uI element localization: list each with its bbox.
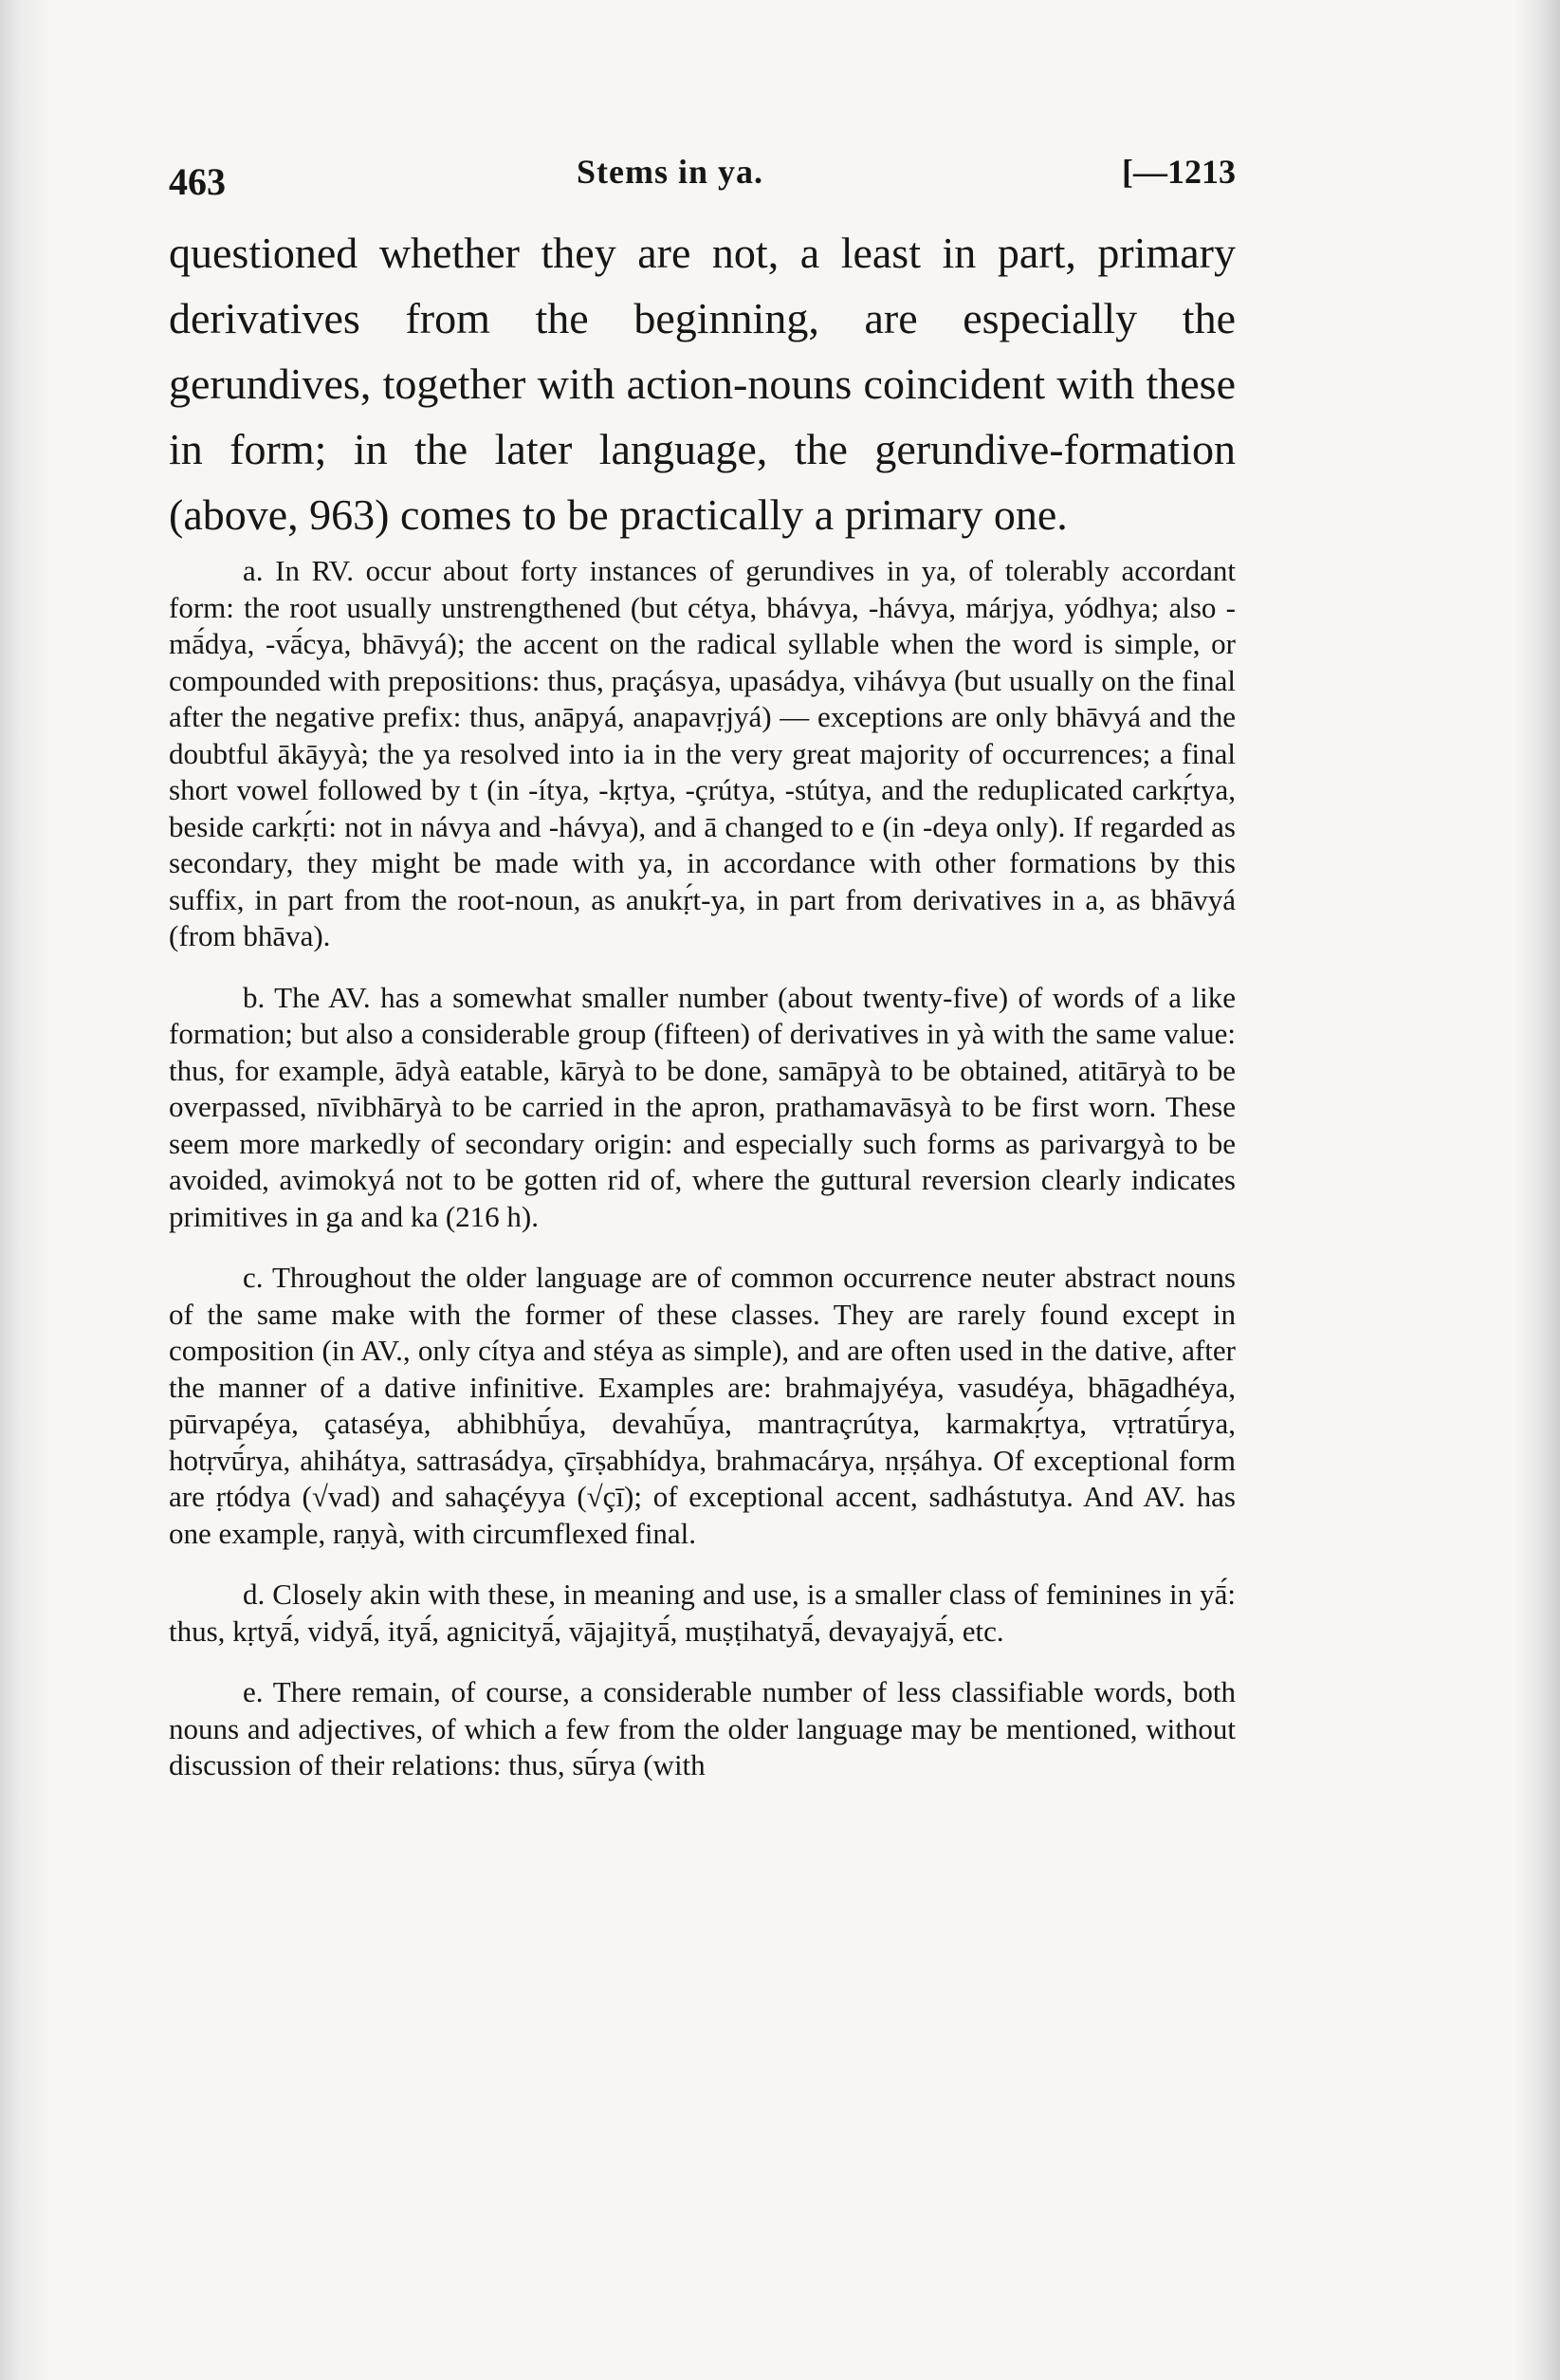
page-number: 463 xyxy=(169,160,226,203)
paragraph-b: b. The AV. has a somewhat smaller number (about twenty-five) of words of a like formation; but also a considerable group (fifteen) of derivatives in yà with the same value: thus, for example, ādyà eatable, kāryà to be done, samāpyà to be obtained, atitāryà to be overpassed, nīvibhāryà to be carried in the apron, prathamavāsyà to be first worn. These seem more markedly of secondary origin: and especially such forms as parivargyà to be avoided, avimokyá not to be gotten rid of, where the guttural reversion clearly indicates primitives in ga and ka (216 h). xyxy=(169,980,1236,1233)
page-shadow-left xyxy=(0,0,52,2380)
paragraph-c: c. Throughout the older language are of common occurrence neuter abstract nouns of the same make with the former of these classes. They are rarely found except in composition (in AV., only cítya and stéya as simple), and are often used in the dative, after the manner of a dative infinitive. Examples are: brahmajyéya, vasudéya, bhāgadhéya, pūrvapéya, çataséya, abhibhū́ya, devahū́ya, mantraçrútya, karmakṛ́tya, vṛtratū́rya, hotṛvū́rya, ahihátya, sattrasádya, çīrṣabhídya, brahmacárya, nṛṣáhya. Of exceptional form are ṛtódya (√vad) and sahaçéyya (√çī); of exceptional accent, sadhástutya. And AV. has one example, raṇyà, with circumflexed final. xyxy=(169,1261,1236,1550)
paragraph-a: a. In RV. occur about forty instances of gerundives in ya, of tolerably accordant form: the root usually unstrengthened (but cétya, bhávya, -hávya, márjya, yódhya; also -mā́dya, -vā́cya, bhāvyá); the accent on the radical syllable when the word is simple, or compounded with prepositions: thus, praçásya, upasádya, vihávya (but usually on the final after the negative prefix: thus, anāpyá, anapavṛjyá) — exceptions are only bhāvyá and the doubtful ākāyyà; the ya resolved into ia in the very great majority of occurrences; a final short vowel followed by t (in -ítya, -kṛtya, -çrútya, -stútya, and the reduplicated carkṛ́tya, beside carkṛ́ti: not in návya and -hávya), and ā changed to e (in -deya only). If regarded as secondary, they might be made with ya, in accordance with other formations by this suffix, in part from the root-noun, as anukṛ́t-ya, in part from derivatives in a, as bhāvyá (from bhāva). xyxy=(169,554,1236,952)
page-shadow-right xyxy=(1514,0,1560,2380)
paragraph-e: e. There remain, of course, a considerable number of less classifiable words, both nouns and adjectives, of which a few from the older language may be mentioned, without discussion of their relations: thus, sū́rya (with xyxy=(169,1675,1236,1781)
section-reference: [—1213 xyxy=(1122,153,1236,191)
paragraph-d: d. Closely akin with these, in meaning and use, is a smaller class of feminines in yā́: thus, kṛtyā́, vidyā́, ityā́, agnicityā́, vājajityā́, muṣṭihatyā́, devayajyā́, etc. xyxy=(169,1577,1236,1648)
header-title: Stems in ya. xyxy=(577,153,764,191)
running-header xyxy=(169,152,1236,209)
intro-paragraph: questioned whether they are not, a least in part, primary derivatives from the beginning, are especially the gerundives, together with action-nouns coincident with these in form; in the later language, the gerundive-formation (above, 963) comes to be practically a primary one. xyxy=(169,229,1236,539)
body-text xyxy=(169,220,1236,1784)
